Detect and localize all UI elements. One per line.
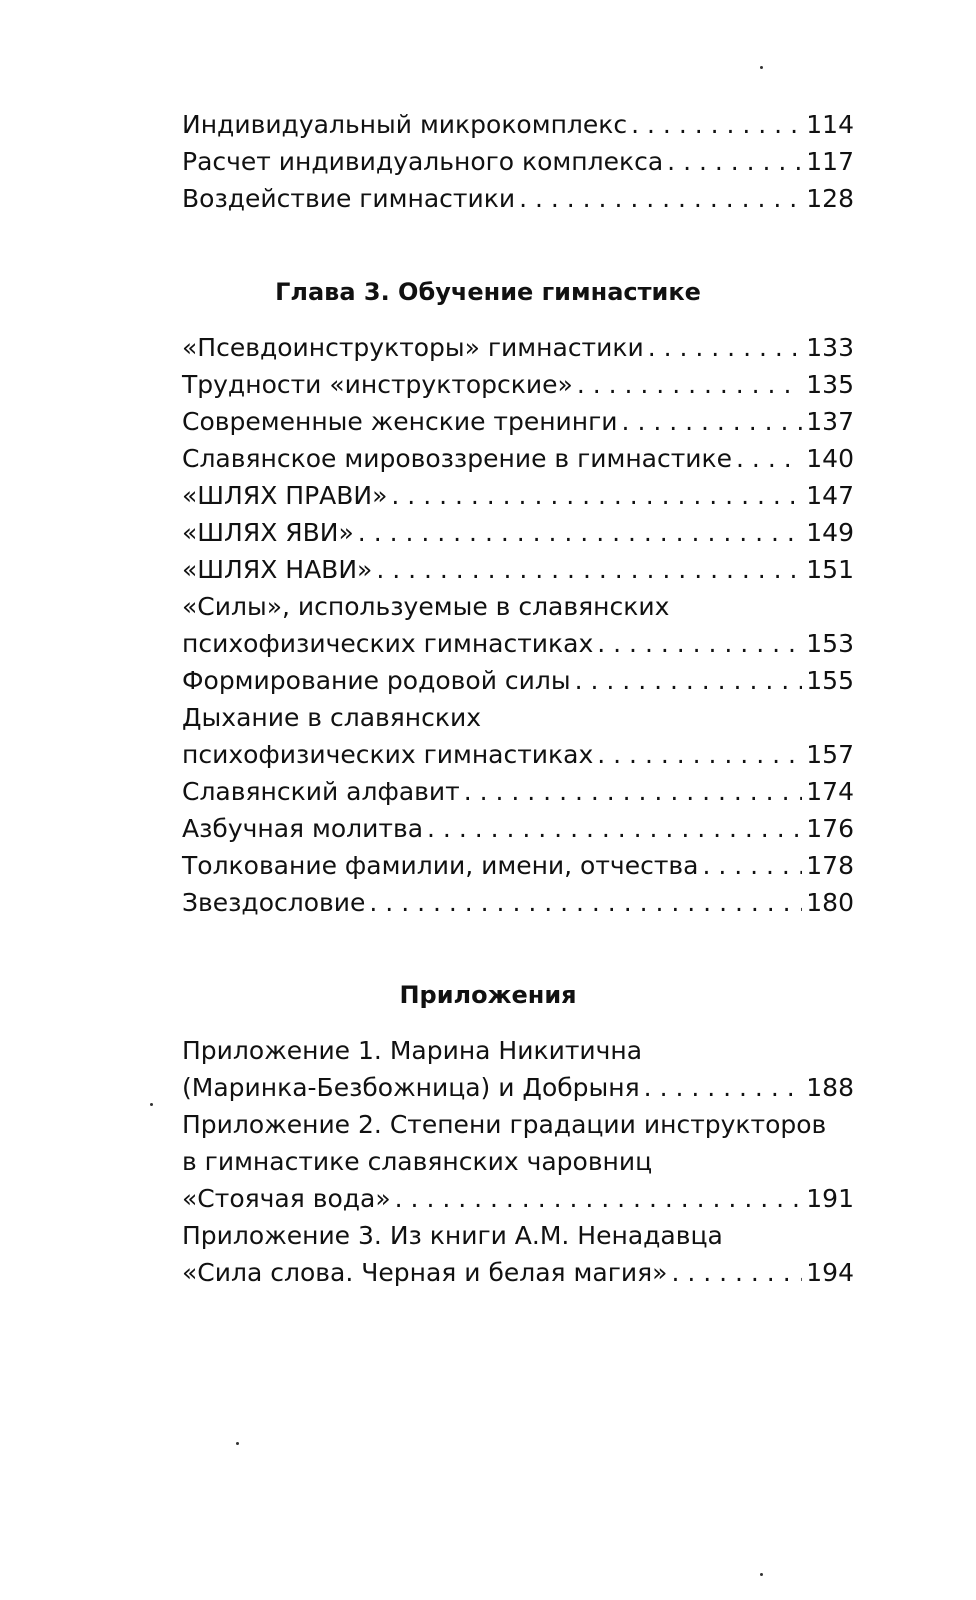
entry-title-line: Приложение 3. Из книги А.М. Ненадавца (182, 1221, 723, 1250)
toc-entry (182, 1180, 854, 1217)
entry-page: 178 (806, 851, 854, 880)
toc-entry (182, 329, 854, 366)
entry-title: Звездословие (182, 888, 366, 917)
toc-entry (182, 143, 854, 180)
chapter-heading: Глава 3. Обучение гимнастике (275, 278, 701, 306)
entry-page: 155 (806, 666, 854, 695)
entry-page: 180 (806, 888, 854, 917)
entry-page: 194 (806, 1258, 854, 1287)
dot-leader (519, 180, 802, 217)
toc-entry (182, 884, 854, 921)
scan-speck (760, 66, 763, 69)
toc-entry (182, 662, 854, 699)
toc-entry (182, 366, 854, 403)
dot-leader (575, 662, 803, 699)
entry-title: Азбучная молитва (182, 814, 424, 843)
toc-entry (182, 440, 854, 477)
dot-leader (358, 514, 802, 551)
scan-speck (760, 1573, 763, 1576)
entry-title-line: в гимнастике славянских чаровниц (182, 1147, 653, 1176)
entry-title: Славянский алфавит (182, 777, 460, 806)
toc-entry (182, 106, 854, 143)
dot-leader (577, 366, 802, 403)
dot-leader (671, 1254, 802, 1291)
entry-title: Воздействие гимнастики (182, 184, 516, 213)
entry-title: «Сила слова. Черная и белая магия» (182, 1258, 668, 1287)
dot-leader (622, 403, 803, 440)
toc-entry (182, 810, 854, 847)
dot-leader (597, 736, 802, 773)
scan-speck (236, 1442, 239, 1445)
entry-title: психофизических гимнастиках (182, 629, 594, 658)
entry-page: 149 (806, 518, 854, 547)
entry-page: 133 (806, 333, 854, 362)
dot-leader (644, 1069, 803, 1106)
entry-page: 147 (806, 481, 854, 510)
entry-title: психофизических гимнастиках (182, 740, 594, 769)
scan-speck (150, 1103, 153, 1106)
toc-appendices (182, 1032, 854, 1291)
toc-entry (182, 514, 854, 551)
toc-entry (182, 736, 854, 773)
entry-title-line: «Силы», используемые в славянских (182, 592, 670, 621)
entry-title: «ШЛЯХ ПРАВИ» (182, 481, 388, 510)
entry-title-line: Приложение 2. Степени градации инструкторов (182, 1110, 827, 1139)
toc-entry (182, 403, 854, 440)
dot-leader (667, 143, 802, 180)
dot-leader (369, 884, 802, 921)
toc-entry (182, 180, 854, 217)
dot-leader (391, 477, 802, 514)
entry-title: Индивидуальный микрокомплекс (182, 110, 628, 139)
dot-leader (464, 773, 803, 810)
toc-chapter-3 (182, 329, 854, 921)
entry-page: 174 (806, 777, 854, 806)
dot-leader (702, 847, 802, 884)
dot-leader (597, 625, 802, 662)
toc-entry (182, 625, 854, 662)
entry-title: Расчет индивидуального комплекса (182, 147, 664, 176)
entry-page: 140 (806, 444, 854, 473)
entry-title: Толкование фамилии, имени, отчества (182, 851, 699, 880)
entry-page: 176 (806, 814, 854, 843)
toc-entry (182, 1069, 854, 1106)
dot-leader (648, 329, 803, 366)
entry-page: 117 (806, 147, 854, 176)
entry-title: Трудности «инструкторские» (182, 370, 573, 399)
entry-page: 128 (806, 184, 854, 213)
dot-leader (395, 1180, 803, 1217)
dot-leader (427, 810, 802, 847)
entry-page: 191 (806, 1184, 854, 1213)
toc-entry (182, 773, 854, 810)
entry-title: «Псевдоинструкторы» гимнастики (182, 333, 644, 362)
toc-entry (182, 1254, 854, 1291)
entry-title: «Стоячая вода» (182, 1184, 391, 1213)
entry-page: 114 (806, 110, 854, 139)
toc-section-1 (182, 106, 854, 217)
entry-page: 137 (806, 407, 854, 436)
entry-title-line: Приложение 1. Марина Никитична (182, 1036, 643, 1065)
toc-entry (182, 847, 854, 884)
entry-page: 188 (806, 1073, 854, 1102)
entry-title: «ШЛЯХ ЯВИ» (182, 518, 354, 547)
dot-leader (631, 106, 802, 143)
entry-page: 157 (806, 740, 854, 769)
entry-page: 135 (806, 370, 854, 399)
entry-title: Современные женские тренинги (182, 407, 618, 436)
entry-title: (Маринка-Безбожница) и Добрыня (182, 1073, 640, 1102)
toc-entry (182, 477, 854, 514)
entry-title: Формирование родовой силы (182, 666, 571, 695)
entry-title: Славянское мировоззрение в гимнастике (182, 444, 733, 473)
toc-entry (182, 551, 854, 588)
entry-page: 153 (806, 629, 854, 658)
dot-leader (736, 440, 802, 477)
entry-title-line: Дыхание в славянских (182, 703, 482, 732)
dot-leader (376, 551, 802, 588)
entry-title: «ШЛЯХ НАВИ» (182, 555, 373, 584)
appendices-heading: Приложения (399, 981, 577, 1009)
entry-page: 151 (806, 555, 854, 584)
